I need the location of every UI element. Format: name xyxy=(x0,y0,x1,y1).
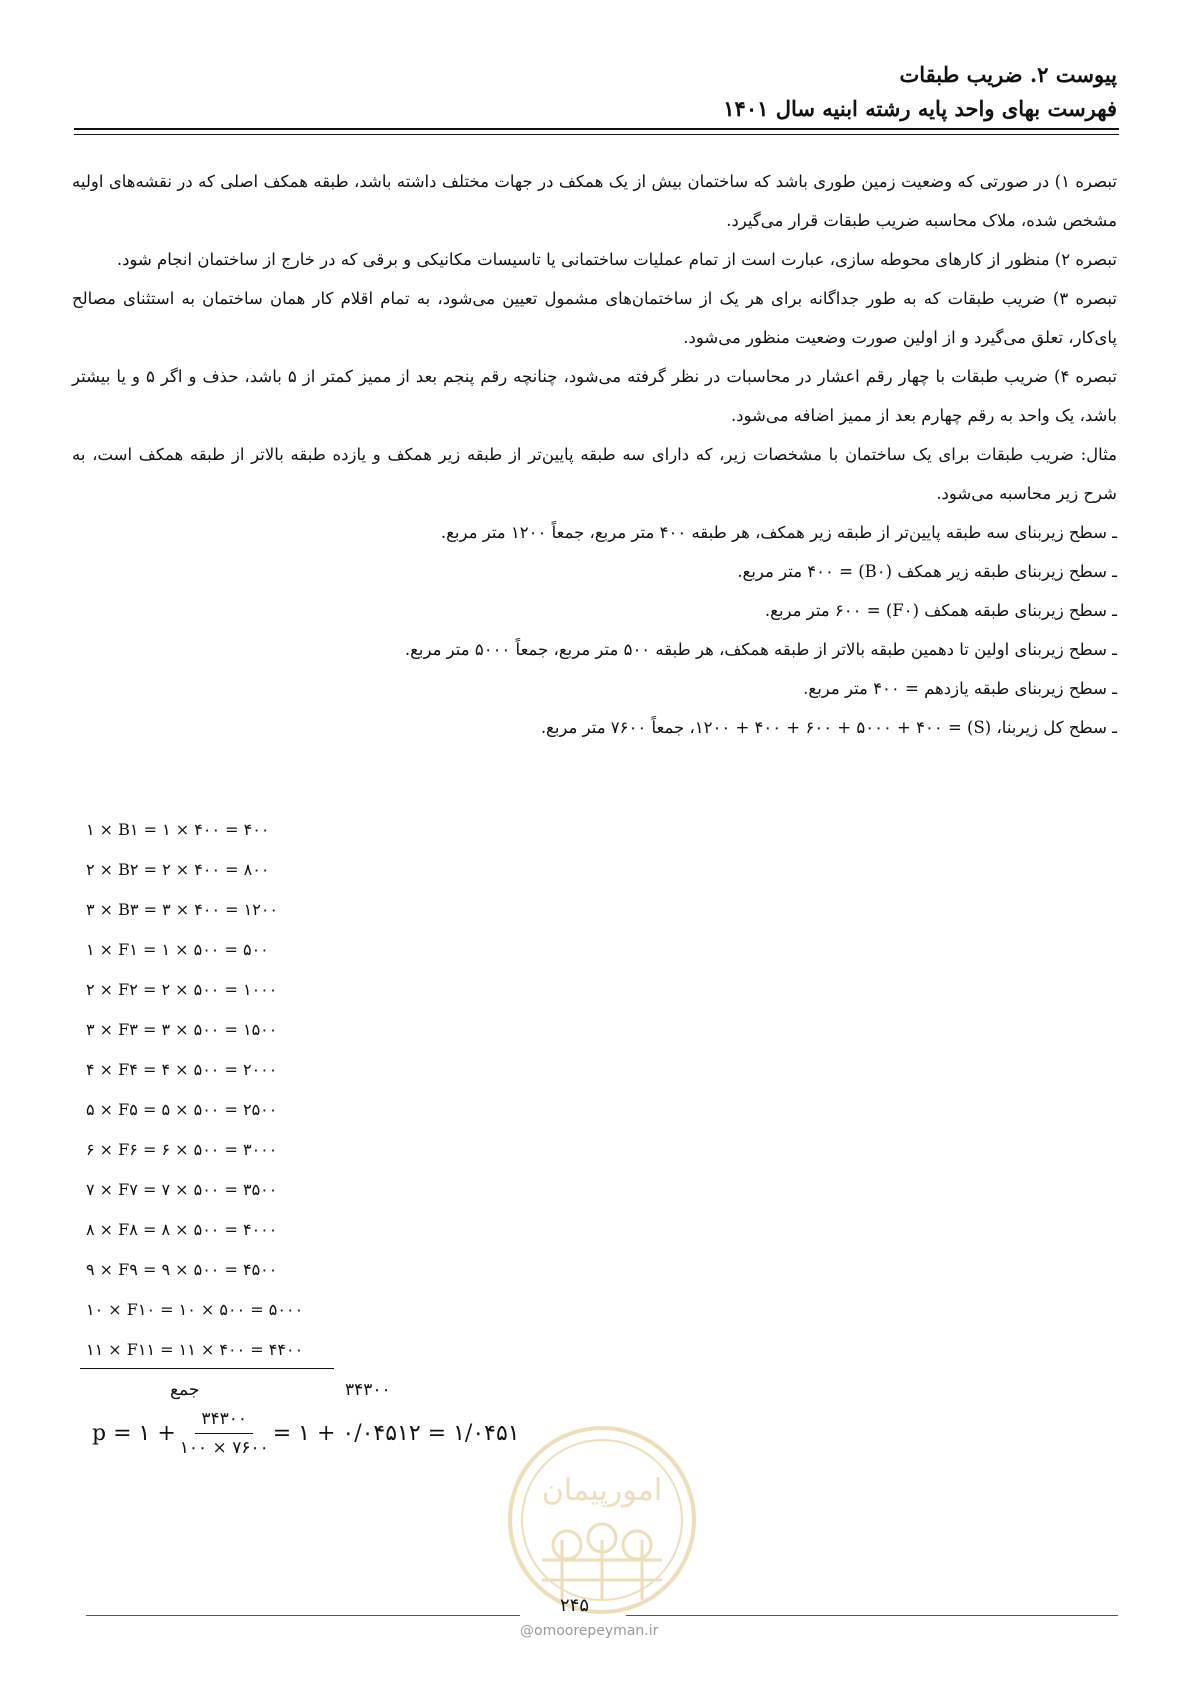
formula-rhs: = ۱ + ۰/۰۴۵۱۲ = ۱/۰۴۵۱ xyxy=(272,1421,520,1446)
header-appendix-title: پیوست ۲. ضریب طبقات xyxy=(899,62,1117,87)
equation-row: ۸ × F۸ = ۸ × ۵۰۰ = ۴۰۰۰ xyxy=(86,1220,278,1239)
watermark-logo xyxy=(502,1420,702,1620)
equation-row: ۷ × F۷ = ۷ × ۵۰۰ = ۳۵۰۰ xyxy=(86,1180,278,1199)
equation-row: ۱ × F۱ = ۱ × ۵۰۰ = ۵۰۰ xyxy=(86,940,269,959)
equation-row: ۱۱ × F۱۱ = ۱۱ × ۴۰۰ = ۴۴۰۰ xyxy=(86,1340,304,1359)
equation-row: ۴ × F۴ = ۴ × ۵۰۰ = ۲۰۰۰ xyxy=(86,1060,278,1079)
page-number: ۲۴۵ xyxy=(560,1595,590,1616)
footer-rule-left xyxy=(86,1615,520,1616)
floor-factor-formula xyxy=(92,1405,520,1462)
formula-lhs: p = ۱ + xyxy=(92,1421,176,1446)
formula-fraction xyxy=(180,1405,269,1462)
header-rule-thin xyxy=(74,134,1119,135)
watermark-site: @omoorepeyman.ir xyxy=(520,1623,659,1639)
equation-row: ۲ × F۲ = ۲ × ۵۰۰ = ۱۰۰۰ xyxy=(86,980,278,999)
equation-row: ۶ × F۶ = ۶ × ۵۰۰ = ۳۰۰۰ xyxy=(86,1140,278,1159)
sum-label: جمع xyxy=(170,1380,200,1400)
equation-row: ۳ × F۳ = ۳ × ۵۰۰ = ۱۵۰۰ xyxy=(86,1020,278,1039)
watermark-text: امورپیمان xyxy=(541,1473,663,1508)
page-header xyxy=(72,58,1117,126)
note-2: تبصره ۲) منظور از کارهای محوطه سازی، عبارت است از تمام عملیات ساختمانی یا تاسیسات مکانیکی و برقی که در خارج از ساختمان انجام شود. xyxy=(116,250,1117,269)
note-3: تبصره ۳) ضریب طبقات که به طور جداگانه برای هر یک از ساختمان‌های مشمول تعیین می‌شود، به تمام اقلام کار همان ساختمان به استثنای مصالح پای‌کار، تعلق می‌گیرد و از اولین صورت وضعیت منظور می‌شود. xyxy=(72,289,1118,347)
bullet-item: ـ سطح زیربنای طبقه زیر همکف (B۰) = ۴۰۰ متر مربع. xyxy=(737,562,1117,581)
note-4: تبصره ۴) ضریب طبقات با چهار رقم اعشار در محاسبات در نظر گرفته می‌شود، چنانچه رقم پنجم بعد از ممیز کمتر از ۵ باشد، حذف و اگر ۵ و یا بیشتر باشد، یک واحد به رقم چهارم بعد از ممیز اضافه می‌شود. xyxy=(72,367,1118,425)
bullet-item: ـ سطح کل زیربنا، (S) = ۱۲۰۰ + ۴۰۰ + ۶۰۰ + ۵۰۰۰ + ۴۰۰، جمعاً ۷۶۰۰ متر مربع. xyxy=(540,718,1117,737)
equation-row: ۲ × B۲ = ۲ × ۴۰۰ = ۸۰۰ xyxy=(86,860,270,879)
equation-row: ۵ × F۵ = ۵ × ۵۰۰ = ۲۵۰۰ xyxy=(86,1100,278,1119)
bullet-item: ـ سطح زیربنای طبقه همکف (F۰) = ۶۰۰ متر مربع. xyxy=(764,601,1117,620)
sum-value: ۳۴۳۰۰ xyxy=(345,1380,391,1400)
equation-row: ۹ × F۹ = ۹ × ۵۰۰ = ۴۵۰۰ xyxy=(86,1260,278,1279)
body-text xyxy=(72,162,1117,747)
footer-rule-right xyxy=(626,1615,1118,1616)
bullet-item: ـ سطح زیربنای طبقه یازدهم = ۴۰۰ متر مربع. xyxy=(803,679,1117,698)
fraction-denominator: ۱۰۰ × ۷۶۰۰ xyxy=(179,1438,269,1458)
sum-underline xyxy=(80,1368,334,1369)
bullet-item: ـ سطح زیربنای اولین تا دهمین طبقه بالاتر از طبقه همکف، هر طبقه ۵۰۰ متر مربع، جمعاً ۵۰۰۰ متر مربع. xyxy=(404,640,1117,659)
equation-row: ۳ × B۳ = ۳ × ۴۰۰ = ۱۲۰۰ xyxy=(86,900,279,919)
fraction-numerator: ۳۴۳۰۰ xyxy=(195,1405,253,1434)
equation-row: ۱ × B۱ = ۱ × ۴۰۰ = ۴۰۰ xyxy=(86,820,270,839)
note-1: تبصره ۱) در صورتی که وضعیت زمین طوری باشد که ساختمان بیش از یک همکف در جهات مختلف داشته باشد، طبقه همکف اصلی که در نقشه‌های اولیه مشخص شده، ملاک محاسبه ضریب طبقات قرار می‌گیرد. xyxy=(72,172,1118,230)
example-intro: مثال: ضریب طبقات برای یک ساختمان با مشخصات زیر، که دارای سه طبقه پایین‌تر از طبقه زیر همکف و یازده طبقه بالاتر از طبقه همکف است، به شرح زیر محاسبه می‌شود. xyxy=(72,445,1117,503)
bullet-item: ـ سطح زیربنای سه طبقه پایین‌تر از طبقه زیر همکف، هر طبقه ۴۰۰ متر مربع، جمعاً ۱۲۰۰ متر مربع. xyxy=(440,523,1117,542)
equation-list xyxy=(86,810,346,1370)
header-document-title: فهرست بهای واحد پایه رشته ابنیه سال ۱۴۰۱ xyxy=(723,96,1117,121)
equation-row: ۱۰ × F۱۰ = ۱۰ × ۵۰۰ = ۵۰۰۰ xyxy=(86,1300,304,1319)
header-rule-thick xyxy=(74,128,1119,130)
